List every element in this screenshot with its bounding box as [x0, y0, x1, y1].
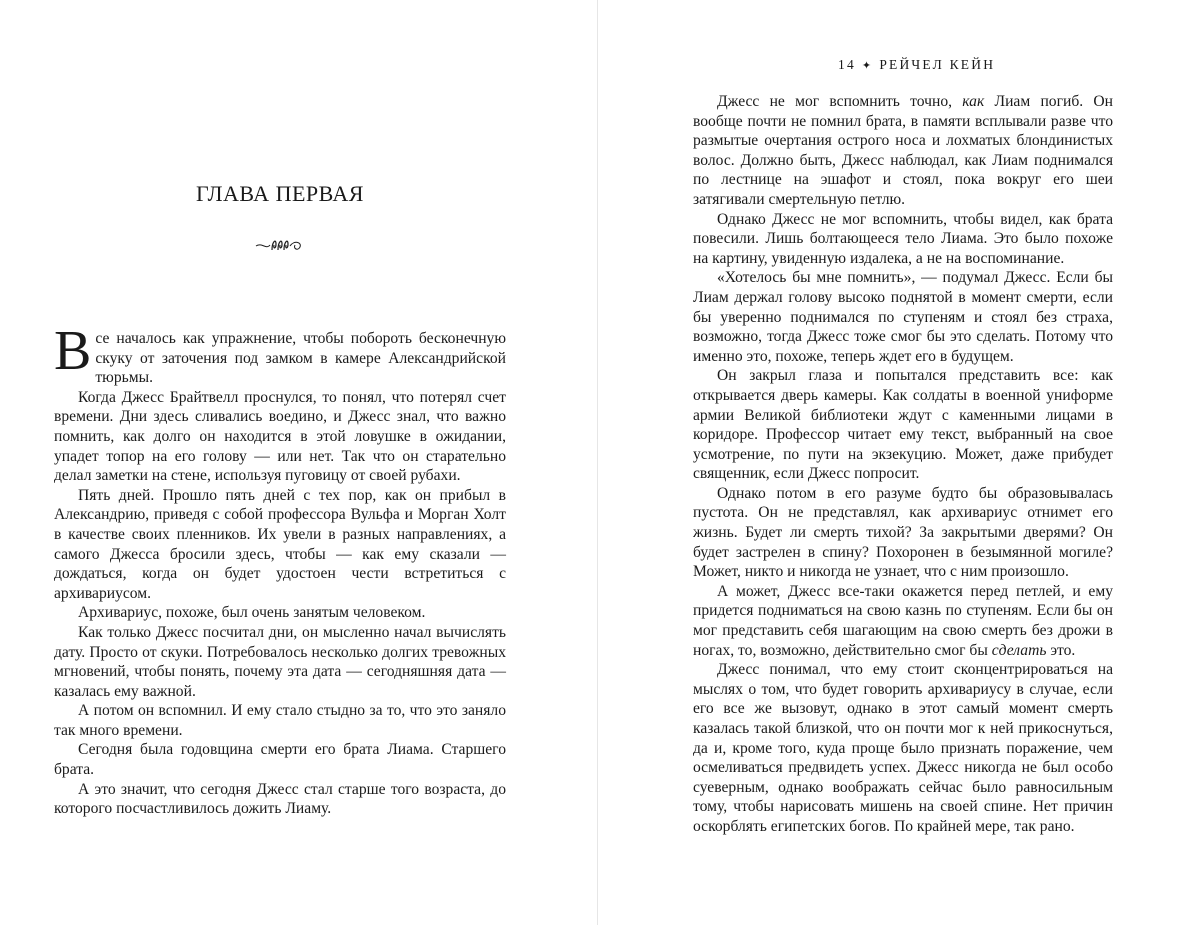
opening-paragraph-text: се началось как упражнение, чтобы побороть бесконечную скуку от заточения под замком в камере Александрийской тюрьмы. [95, 330, 506, 387]
flourish-ornament-icon [254, 234, 306, 256]
chapter-body-text [54, 320, 506, 819]
author-name: РЕЙЧЕЛ КЕЙН [879, 57, 996, 72]
emphasis: как [962, 93, 985, 110]
running-head [838, 57, 995, 73]
paragraph: Он закрыл глаза и попытался представить все: как открывается дверь камеры. Как солдаты в военной униформе армии Великой библиотеки ждут с каменными лицами в коридоре. Профессор читает ему текст, выбранный на свое усмотрение, по пути на экзекуцию. Может, даже прибудет священник, если Джесс попросит. [693, 367, 1113, 483]
paragraph: Джесс не мог вспомнить точно, как Лиам погиб. Он вообще почти не помнил брата, в памяти всплывали разве что размытые очертания острого носа и лохматых блондинистых волос. Должно быть, Джесс наблюдал, как Лиам поднимался по лестнице на эшафот и стоял, пока вокруг его шеи затягивали смертельную петлю. [693, 93, 1113, 208]
left-page [0, 0, 597, 925]
paragraph: Сегодня была годовщина смерти его брата Лиама. Старшего брата. [54, 741, 506, 779]
paragraph: Джесс понимал, что ему стоит сконцентрироваться на мыслях о том, что будет говорить архивариусу в случае, если его все же вызовут, однако в этот самый момент смерть казалась такой близкой, что он почти мог к ней прикоснуться, да и, кроме того, куда проще было признать поражение, чем осмеливаться предвидеть успех. Джесс никогда не был особо суеверным, однако воображать сейчас было равносильным тому, чтобы нарисовать мишень на своей спине. Нет причин оскорблять египетских богов. По крайней мере, так рано. [693, 661, 1113, 835]
page-number: 14 [838, 57, 856, 72]
paragraph: Пять дней. Прошло пять дней с тех пор, как он прибыл в Александрию, приведя с собой профессора Вульфа и Морган Холт в качестве своих пленников. Их увели в разных направлениях, а самого Джесса бросили здесь, чтобы — как ему сказали — дождаться, когда он будет удостоен чести встретиться с архивариусом. [54, 486, 506, 602]
paragraph: А это значит, что сегодня Джесс стал старше того возраста, до которого посчастливилось дожить Лиаму. [54, 780, 506, 818]
paragraph: Однако потом в его разуме будто бы образовывалась пустота. Он не представлял, как архивариус отнимет его жизнь. Будет ли смерть тихой? За закрытыми дверями? Он будет застрелен в спину? Похоронен в безымянной могиле? Может, никто и никогда не узнает, что с ним произошло. [693, 484, 1113, 581]
chapter-title: ГЛАВА ПЕРВАЯ [196, 181, 364, 206]
page-body-text [693, 92, 1113, 837]
paragraph: А может, Джесс все-таки окажется перед петлей, и ему придется подниматься на свою казнь по ступеням. Если бы он мог представить себя шагающим на свою смерть без дрожи в ногах, то, возможно, действительно смог бы сделать это. [693, 582, 1113, 659]
paragraph: Однако Джесс не мог вспомнить, чтобы видел, как брата повесили. Лишь болтающееся тело Лиама. Это было похоже на картину, увиденную издалека, а не на воспоминание. [693, 210, 1113, 267]
emphasis: сделать [991, 641, 1047, 659]
paragraph: Когда Джесс Брайтвелл проснулся, то понял, что потерял счет времени. Дни здесь сливались воедино, и Джесс знал, что важно помнить, как долго он находится в этой ловушке в ожидании, упадет топор на его голову — или нет. Так что он старательно делал заметки на стене, используя пуговицу от своей рубахи. [54, 388, 506, 485]
paragraph: «Хотелось бы мне помнить», — подумал Джесс. Если бы Лиам держал голову высоко поднятой в момент смерти, если бы уверенно поднимался по ступеням и стоял без страха, возможно, тогда Джесс тоже смог бы это сделать. Потому что именно это, похоже, теперь ждет его в будущем. [693, 269, 1113, 365]
paragraph: Как только Джесс посчитал дни, он мысленно начал вычислять дату. Просто от скуки. Потребовалось несколько долгих тревожных мгновений, чтобы понять, почему эта дата — сегодняшняя дата — казалась ему важной. [54, 623, 506, 700]
star-separator-icon: ✦ [861, 60, 874, 72]
paragraph: А потом он вспомнил. И ему стало стыдно за то, что это заняло так много времени. [54, 702, 506, 739]
drop-cap: В [54, 320, 92, 382]
right-page [598, 0, 1195, 925]
opening-paragraph [54, 320, 506, 388]
paragraph: Архивариус, похоже, был очень занятым человеком. [78, 604, 426, 622]
